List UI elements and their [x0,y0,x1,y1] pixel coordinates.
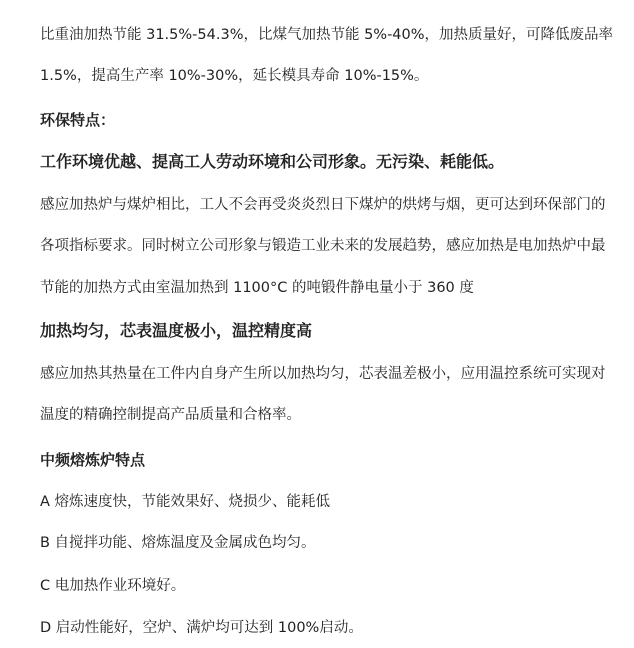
section-heading-environment: 环保特点： [40,111,116,129]
paragraph-line-5: 节能的加热方式由室温加热到 1100°C 的吨锻件静电量小于 360 度 [40,280,474,296]
paragraph-line-3: 感应加热炉与煤炉相比，工人不会再受炎炎烈日下煤炉的烘烤与烟，更可达到环保部门的 [40,197,606,213]
feature-item-c: C 电加热作业环境好。 [40,578,186,594]
section-heading-melting-furnace: 中频熔炼炉特点 [40,451,146,469]
paragraph-line-1: 比重油加热节能 31.5%-54.3%，比煤气加热节能 5%-40%，加热质量好，可降低废品率 [40,27,614,43]
feature-item-b: B 自搅拌功能、熔炼温度及金属成色均匀。 [40,535,316,551]
subheading-uniform-heating: 加热均匀，芯表温度极小，温控精度高 [40,321,313,340]
feature-item-d: D 启动性能好，空炉、满炉均可达到 100%启动。 [40,620,363,636]
paragraph-line-6: 感应加热其热量在工件内自身产生所以加热均匀，芯表温差极小，应用温控系统可实现对 [40,366,606,382]
paragraph-line-7: 温度的精确控制提高产品质量和合格率。 [40,407,301,423]
paragraph-line-4: 各项指标要求。同时树立公司形象与锻造工业未来的发展趋势，感应加热是电加热炉中最 [40,238,606,254]
subheading-work-environment: 工作环境优越、提高工人劳动环境和公司形象。无污染、耗能低。 [40,152,505,171]
feature-item-a: A 熔炼速度快，节能效果好、烧损少、能耗低 [40,494,331,510]
paragraph-line-2: 1.5%，提高生产率 10%-30%，延长模具寿命 10%-15%。 [40,68,429,84]
